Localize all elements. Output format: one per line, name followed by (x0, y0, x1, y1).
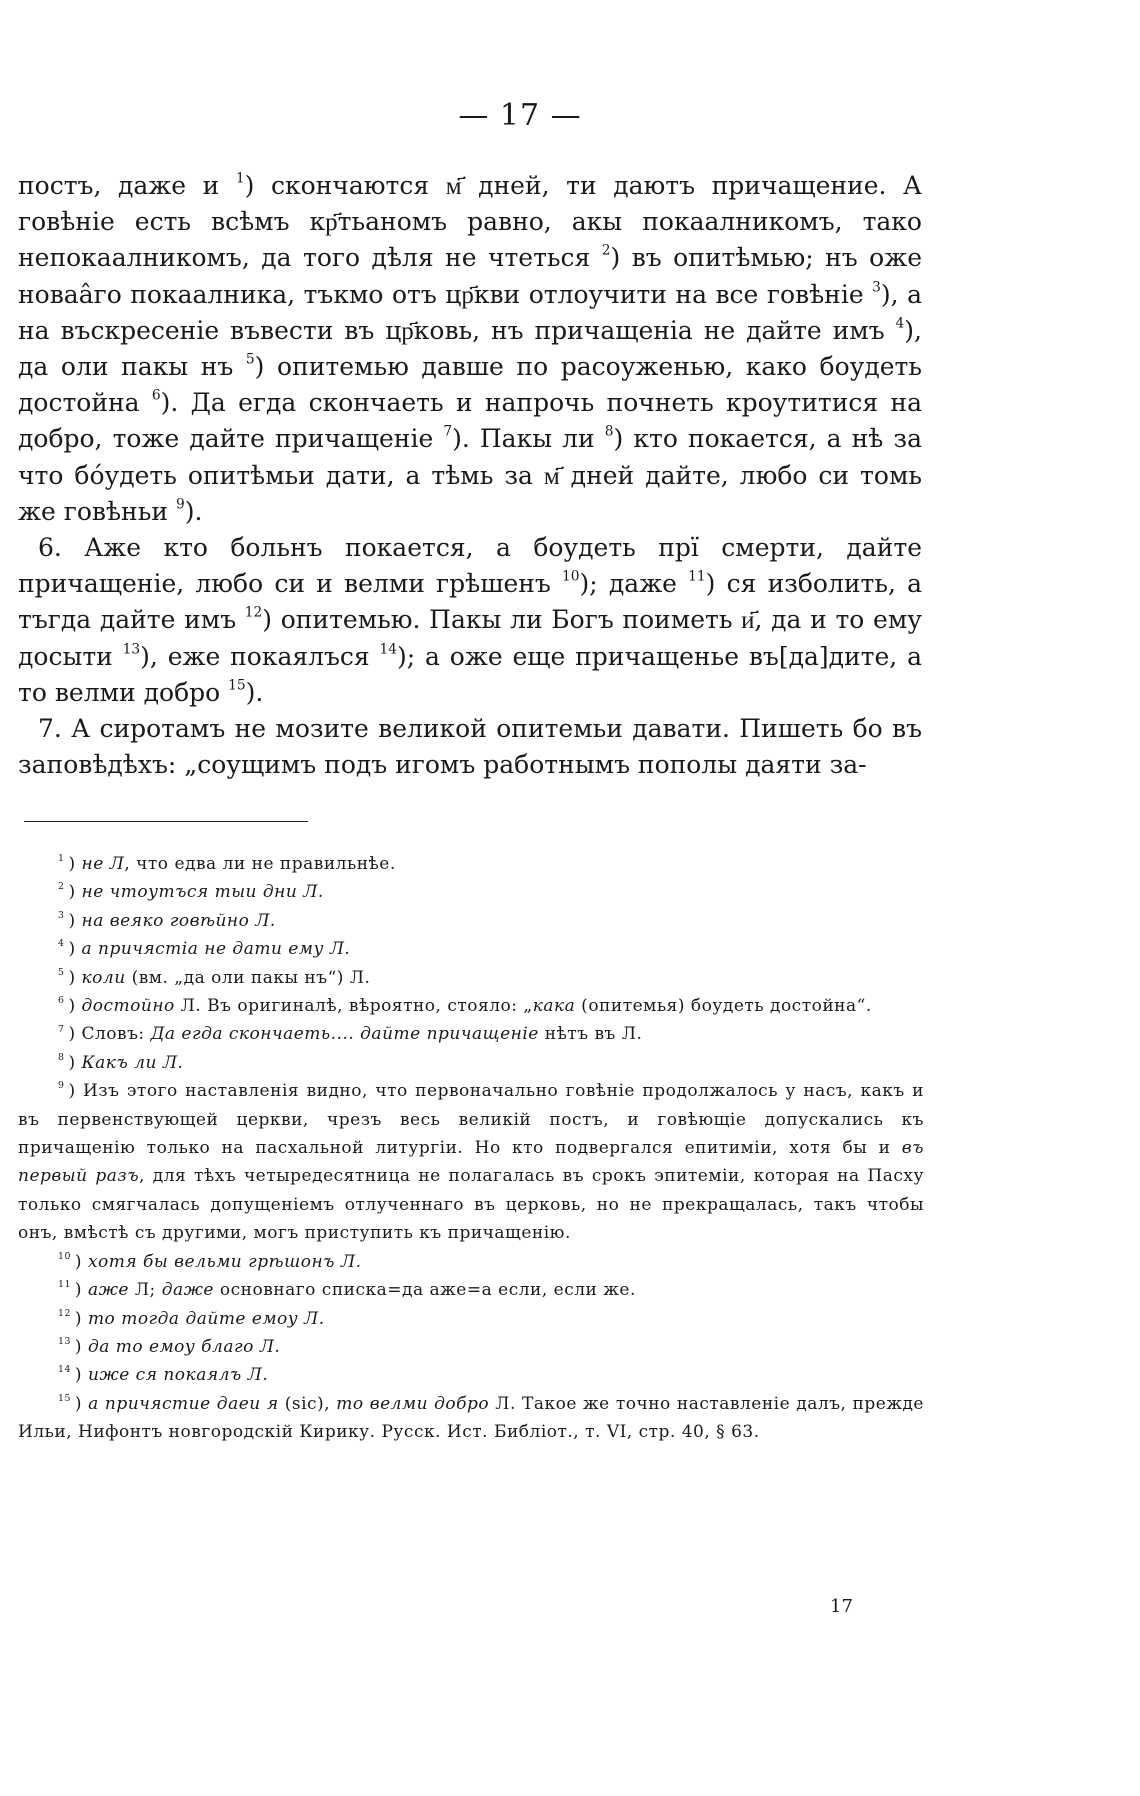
footnote-ref: 15 (228, 677, 246, 694)
footnote-2: $^2$ ) не чтоутъся тыи дни Л. (58, 881, 324, 903)
footnote-ref: 7 (443, 423, 453, 440)
footnote-8: $^8$ ) Какъ ли Л. (58, 1051, 184, 1073)
footnote-ref: 10 (562, 568, 580, 585)
footnote-12: $^{12}$ ) то тогда дайте емоу Л. (58, 1307, 325, 1329)
footnote-ref: 13 (122, 640, 141, 657)
footnote-ref: 2 (601, 242, 611, 259)
footnote-11: $^{11}$ ) аже Л; даже основнаго списка=да аже=а если, если же. (58, 1279, 636, 1301)
page-number-header: — 17 — (458, 98, 582, 133)
page-number-footer: 17 (830, 1596, 853, 1617)
main-text (18, 168, 922, 783)
footnote-3: $^3$ ) на веяко говѣйно Л. (58, 909, 276, 931)
footnote-6: $^6$ ) достойно Л. Въ оригиналѣ, вѣроятно, стояло: „кака (опитемья) боудеть достойна“. (58, 995, 872, 1017)
footnote-ref: 5 (245, 351, 255, 368)
footnote-ref: 12 (244, 604, 263, 621)
footnote-15: $^{15}$ ) а причястие даеи я (sic), то велми добро Л. Такое же точно наставленіе далъ, прежде Ильи, Нифонтъ новгородскій Кирику. Русск. Ист. Библіот., т. VI, стр. 40, § 63. (18, 1392, 924, 1443)
footnote-ref: 6 (151, 387, 161, 404)
footnote-1: $^1$ ) не Л, что едва ли не правильнѣе. (58, 853, 396, 874)
footnote-ref: 11 (688, 568, 706, 585)
footnote-ref: 9 (175, 496, 185, 513)
footnote-9: $^9$ ) Изъ этого наставленія видно, что первоначально говѣніе продолжалось у насъ, какъ и въ первенствующей церкви, чрезъ весь великій постъ, и говѣющіе допускались къ причащенію только на пасхальной литургіи. Но кто подвергался епитиміи, хотя бы и въ первый разъ, для тѣхъ четыредесятница не полагалась въ срокъ эпитеміи, которая на Пасху только смягчалась допущеніемъ отлученнаго въ церковь, но не прекращалась, такъ чтобы онъ, вмѣстѣ съ другими, могъ приступить къ причащенію. (18, 1080, 924, 1244)
footnote-14: $^{14}$ ) иже ся покаялъ Л. (58, 1364, 269, 1386)
footnote-13: $^{13}$ ) да то емоу благо Л. (58, 1335, 281, 1357)
footnote-ref: 3 (872, 278, 881, 295)
paragraph-1: постъ, даже и $^1$) скончаются м҃ дней, ти даютъ причащение. А говѣніе есть всѣмъ кр҃тьаномъ равно, акы покаалникомъ, тако непокаалникомъ, да того дѣля не чтеться $^2$) въ опитѣмью; нъ оже новаâго покаалника, тъкмо отъ цр҃кви отлоучити на все говѣніе $^3$), а на въскресеніе въвести въ цр҃ковь, нъ причащеніа не дайте имъ $^4$), да оли пакы нъ $^5$) опитемью давше по расоуженью, како боудеть достойна $^6$). Да егда скончаеть и напрочь почнеть кроутитися на добро, тоже дайте причащеніе $^7$). Пакы ли $^8$) кто покается, а нѣ за что бóудеть опитѣмьи дати, а тѣмь за м҃ дней дайте, любо си томь же говѣньи $^9$). (18, 170, 923, 526)
paragraph-2: 6. Аже кто больнъ покается, а боудеть прї смерти, дайте причащеніе, любо си и велми грѣшенъ $^{10}$); даже $^{11}$) ся изболить, а тъгда дайте имъ $^{12}$) опитемью. Пакы ли Богъ поиметь и҃, да и то ему досыти $^{13}$), еже покаялъся $^{14}$); а оже еще причащенье въ[да]дите, а то велми добро $^{15}$). (18, 533, 922, 707)
footnote-7: $^7$ ) Словъ: Да егда скончаеть.... дайте причащеніе нѣтъ въ Л. (58, 1023, 643, 1045)
footnotes (18, 850, 924, 1447)
footnote-ref: 1 (235, 170, 245, 187)
footnote-ref: 4 (895, 315, 905, 332)
footnote-divider (24, 821, 308, 822)
footnote-ref: 8 (604, 423, 614, 440)
paragraph-3: 7. А сиротамъ не мозите великой опитемьи давати. Пишеть бо въ заповѣдѣхъ: „соущимъ подъ игомъ работнымъ пополы даяти за- (18, 714, 922, 780)
footnote-4: $^4$ ) а причястіа не дати ему Л. (58, 938, 351, 960)
footnote-10: $^{10}$ ) хотя бы вельми грѣшонъ Л. (58, 1250, 362, 1272)
footnote-5: $^5$ ) коли (вм. „да оли пакы нъ“) Л. (58, 966, 371, 988)
footnote-ref: 14 (379, 640, 398, 657)
